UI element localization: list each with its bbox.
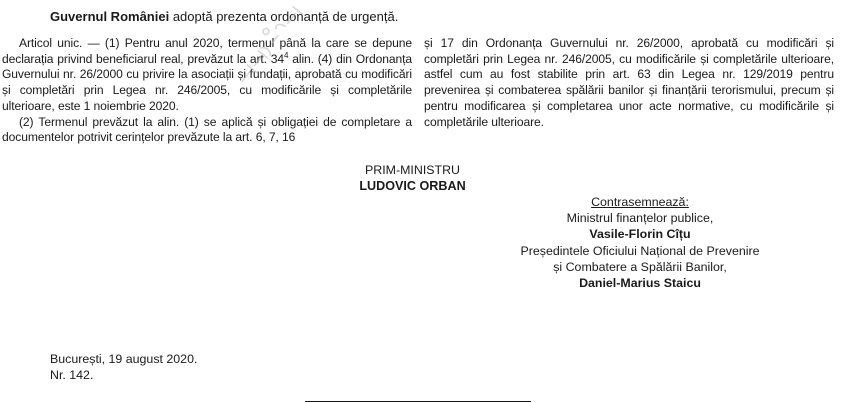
article-paragraph-2: (2) Termenul prevăzut la alin. (1) se aplică și obligației de completare a documentelor potrivit cerințelor prevăzute la art. 6, 7, 16 <box>2 114 412 145</box>
prime-minister-name: LUDOVIC ORBAN <box>359 179 466 193</box>
office-president-name: Daniel-Marius Staicu <box>579 276 701 291</box>
article-text-b: alin. (4) din Ordonanța Guvernului nr. 26/2000 cu privire la asociații și fundații, aprobată cu modificări și completări prin Legea nr. 246/2005, cu modificările și completările ulterioare, este 1 noiembrie 2020. <box>2 51 412 113</box>
closing-rule <box>305 401 531 402</box>
place-date-block <box>50 351 197 383</box>
intro-lead: Guvernul României <box>50 9 170 24</box>
article-paragraph-2-continued: și 17 din Ordonanța Guvernului nr. 26/2000, aprobată cu modificări și completări prin Legea nr. 246/2005, cu modificările și completările ulterioare, astfel cum au fost stabilite prin art. 63 din Legea nr. 129/2019 pentru prevenirea și combaterea spălării banilor și finanțării terorismului, precum și pentru modificarea și completarea unor acte normative, cu modificările și completările ulterioare. <box>424 36 834 129</box>
article-paragraph-1 <box>2 36 412 115</box>
place-date: București, 19 august 2020. <box>50 352 198 366</box>
article-superscript: 4 <box>284 50 289 60</box>
article-text-a: Articol unic. — (1) Pentru anul 2020, termenul până la care se depune declarația privind beneficiarul real, prevăzut la art. 34 <box>2 36 412 66</box>
minister-name: Vasile-Florin Cîțu <box>589 227 691 242</box>
countersign-heading: Contrasemnează: <box>591 195 689 209</box>
office-president-title: Președintele Oficiului Național de Prevenire <box>520 243 760 258</box>
intro-rest: adoptă prezenta ordonanță de urgență. <box>169 9 399 24</box>
act-number: Nr. 142. <box>50 368 94 382</box>
minister-title: Ministrul finanțelor publice, <box>566 211 714 226</box>
countersignature-block <box>470 194 810 291</box>
intro-sentence <box>50 9 398 25</box>
left-column <box>2 36 412 146</box>
right-column <box>424 36 834 130</box>
office-president-title-cont: și Combatere a Spălării Banilor, <box>553 259 727 274</box>
prime-minister-title: PRIM-MINISTRU <box>365 163 460 177</box>
